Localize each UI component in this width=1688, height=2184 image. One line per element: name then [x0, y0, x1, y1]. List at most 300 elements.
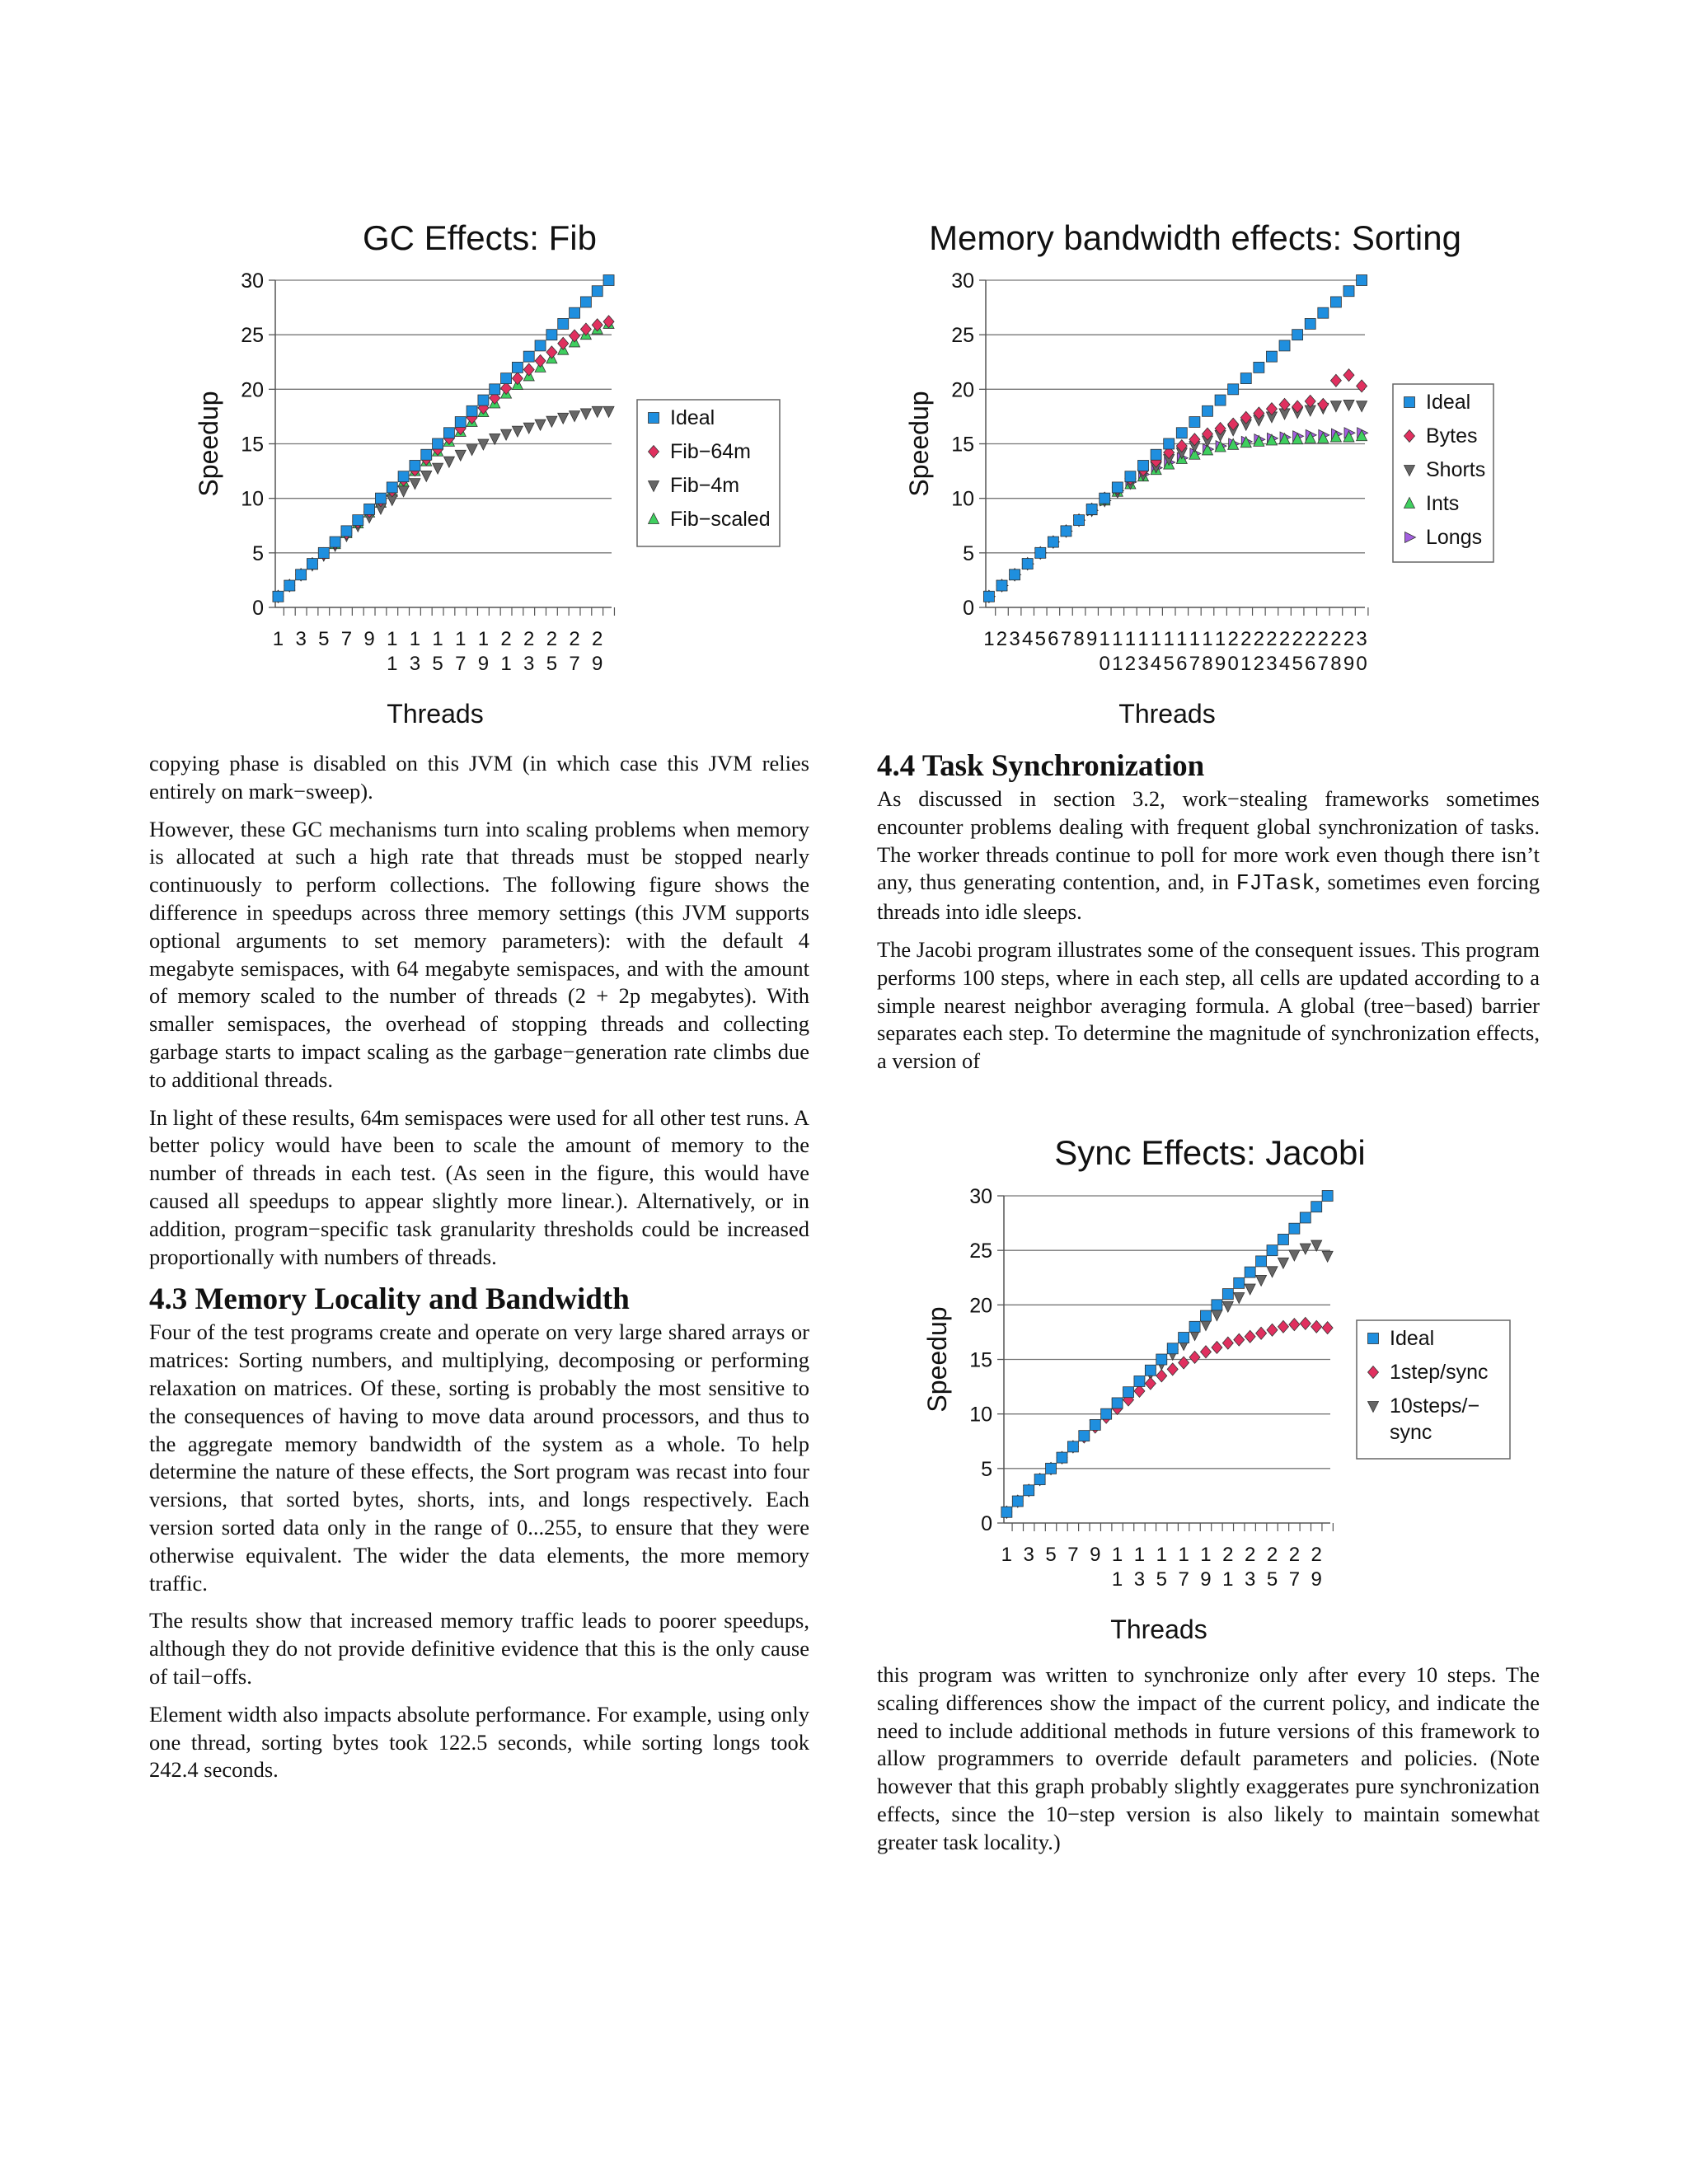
data-point [330, 537, 340, 547]
data-point [1012, 1496, 1023, 1507]
x-tick-label-top: 1 [387, 628, 398, 650]
x-tick-label-top: 1 [477, 628, 490, 650]
data-point [443, 428, 454, 438]
data-point [421, 471, 432, 481]
y-tick-label: 10 [951, 487, 974, 511]
y-tick-label: 20 [969, 1294, 992, 1318]
data-point [467, 445, 477, 456]
y-tick-label: 20 [951, 378, 974, 402]
legend-label: sync [1390, 1421, 1432, 1444]
y-tick-label: 25 [241, 324, 264, 348]
x-tick-label-bottom: 9 [1343, 653, 1355, 675]
data-point [592, 406, 603, 417]
data-point [546, 416, 557, 427]
data-point [1164, 438, 1175, 449]
x-tick-label-top: 2 [1343, 628, 1355, 650]
data-point [592, 286, 603, 297]
legend-label: 1step/sync [1390, 1361, 1489, 1384]
legend-label: Fib−64m [670, 440, 751, 463]
data-point [546, 330, 557, 340]
x-tick-label-top: 3 [295, 628, 307, 650]
data-point [1212, 1310, 1222, 1321]
data-point [523, 351, 534, 362]
data-point [1267, 1324, 1278, 1336]
data-point [1300, 1244, 1311, 1254]
data-point [580, 409, 591, 419]
x-tick-label-bottom: 6 [1176, 653, 1188, 675]
fjtask-code: FJTask [1236, 871, 1315, 897]
left-paragraph-5: The results show that increased memory traffic leads to poorer speedups, although they do not provide definitive evidence that this is the only cause of tail−offs. [149, 1608, 809, 1689]
x-tick-label-bottom: 9 [1311, 1568, 1322, 1591]
data-point [1267, 1245, 1278, 1256]
left-paragraph-2: However, these GC mechanisms turn into scaling problems when memory is allocated at such a high rate that threads must be stopped nearly continuously to perform collections. The following figure shows the difference in speedups across three memory settings (this JVM supports optional arguments to set memory parameters): with the default 4 megabyte semispaces, with 64 megabyte semispaces, and with the amount of memory scaled to the number of threads (2 + 2p megabytes). With smaller semispaces, the overhead of stopping threads and collecting garbage starts to impact scaling as the garbage−generation rate climbs due to additional threads. [149, 816, 809, 1092]
data-point [1200, 1310, 1211, 1321]
data-point [1318, 398, 1329, 410]
data-point [580, 323, 591, 335]
left-column [149, 750, 809, 1794]
data-point [1300, 1317, 1311, 1329]
x-tick-label-bottom: 5 [1156, 1568, 1167, 1591]
data-point [1254, 362, 1264, 373]
data-point [490, 384, 500, 395]
x-tick-label-bottom: 3 [409, 653, 421, 675]
x-axis-label: Threads [1118, 699, 1216, 729]
x-tick-label-bottom: 0 [1227, 653, 1239, 675]
data-point [1256, 1275, 1267, 1286]
data-point [1322, 1322, 1333, 1334]
data-point [1212, 1300, 1222, 1310]
x-tick-label-top: 5 [1034, 628, 1046, 650]
right-column-lower [877, 1661, 1540, 1867]
chart-fib-svg [181, 210, 824, 738]
right-paragraph-1-end: , sometimes even forcing threads into idle sleeps. [877, 869, 1540, 925]
data-point [1112, 482, 1123, 493]
x-tick-label-top: 1 [1150, 628, 1162, 650]
data-point [1228, 384, 1239, 395]
x-tick-label-bottom: 1 [1222, 1568, 1234, 1591]
data-point [478, 439, 489, 450]
y-axis-label: Speedup [194, 391, 223, 497]
data-point [455, 450, 466, 461]
y-tick-label: 30 [969, 1185, 992, 1208]
data-point [546, 346, 557, 359]
data-point [1101, 1408, 1112, 1419]
data-point [443, 457, 454, 467]
data-point [1145, 1365, 1156, 1376]
data-point [421, 449, 432, 460]
data-point [455, 417, 466, 428]
data-point [1245, 1330, 1255, 1343]
x-tick-label-top: 2 [1244, 1544, 1256, 1566]
x-tick-label-bottom: 1 [500, 653, 512, 675]
data-point [1343, 400, 1354, 410]
legend-label: Ideal [670, 406, 715, 429]
data-point [1200, 1320, 1211, 1331]
data-point [1061, 526, 1071, 537]
x-tick-label-bottom: 7 [1317, 653, 1329, 675]
y-tick-label: 0 [981, 1512, 992, 1535]
x-tick-label-bottom: 1 [387, 653, 398, 675]
data-point [284, 580, 295, 591]
x-tick-label-bottom: 1 [1112, 653, 1123, 675]
data-point [1112, 1398, 1123, 1408]
data-point [410, 460, 420, 471]
x-tick-label-bottom: 4 [1278, 653, 1291, 675]
data-point [318, 547, 329, 558]
data-point [1278, 1320, 1288, 1333]
data-point [1322, 1191, 1333, 1202]
section-heading-4-3: 4.3 Memory Locality and Bandwidth [149, 1282, 630, 1317]
chart-gc-effects-fib [181, 210, 824, 738]
data-point [512, 426, 523, 437]
y-axis-label: Speedup [904, 391, 934, 497]
left-paragraph-6: Element width also impacts absolute performance. For example, using only one thread, sorting bytes took 122.5 seconds, while sorting longs took 242.4 seconds. [149, 1701, 809, 1783]
data-point [501, 373, 512, 384]
data-point [1343, 286, 1354, 297]
data-point [1300, 1212, 1311, 1223]
data-point [1234, 1277, 1245, 1288]
y-tick-label: 25 [951, 324, 974, 348]
x-tick-label-bottom: 6 [1305, 653, 1316, 675]
y-tick-label: 0 [252, 597, 264, 620]
x-tick-label-bottom: 5 [1163, 653, 1175, 675]
data-point [1189, 417, 1200, 428]
data-point [512, 362, 523, 373]
data-point [1318, 307, 1329, 318]
data-point [580, 297, 591, 307]
x-tick-label-top: 7 [1060, 628, 1072, 650]
y-tick-label: 15 [241, 433, 264, 457]
data-point [1357, 275, 1367, 286]
data-point [1234, 1293, 1245, 1304]
data-point [364, 504, 375, 514]
data-point [1156, 1370, 1167, 1382]
x-tick-label-bottom: 7 [1189, 653, 1201, 675]
x-tick-label-bottom: 0 [1099, 653, 1110, 675]
data-point [467, 405, 477, 416]
data-point [1167, 1343, 1178, 1354]
data-point [1256, 1256, 1267, 1267]
legend-label: Ideal [1390, 1327, 1435, 1350]
data-point [1176, 428, 1187, 438]
y-tick-label: 30 [241, 269, 264, 293]
data-point [558, 337, 569, 349]
data-point [1035, 547, 1046, 558]
x-tick-label-bottom: 1 [1240, 653, 1252, 675]
right-paragraph-3: this program was written to synchronize only after every 10 steps. The scaling differences show the impact of the current policy, and indicate the need to include additional methods in future versions of this framework to allow programmers to override default parameters and policies. (Note however that this graph probably slightly exaggerates pure synchronization effects, since the 10−step version is also likely to maintain somewhat greater task locality.) [877, 1662, 1540, 1854]
x-tick-label-bottom: 4 [1150, 653, 1162, 675]
data-point [1245, 1284, 1255, 1295]
data-point [603, 275, 614, 286]
data-point [307, 559, 317, 569]
x-tick-label-bottom: 3 [523, 653, 535, 675]
y-axis-label: Speedup [922, 1306, 952, 1413]
x-tick-label-bottom: 0 [1356, 653, 1367, 675]
data-point [1057, 1452, 1067, 1463]
x-tick-label-top: 1 [1178, 1544, 1189, 1566]
x-tick-label-top: 2 [1330, 628, 1342, 650]
legend-label: Shorts [1426, 458, 1486, 481]
legend-label: Longs [1426, 526, 1483, 549]
x-tick-label-top: 1 [1124, 628, 1137, 650]
right-paragraph-1-start: As discussed in section 3.2, work−stealing frameworks sometimes encounter problems dealing with frequent global synchronization of tasks. The worker threads continue to poll for more work even though there isn’t any, thus generating contention, and, in [877, 786, 1540, 895]
data-point [1322, 1251, 1333, 1262]
x-tick-label-top: 2 [500, 628, 512, 650]
data-point [1074, 515, 1085, 526]
data-point [1289, 1250, 1300, 1261]
right-paragraph-2: The Jacobi program illustrates some of the consequent issues. This program performs 100 steps, where in each step, all cells are updated according to a simple nearest neighbor averaging formula. A global (tree−based) barrier separates each step. To determine the magnitude of synchronization effects, a version of [877, 936, 1540, 1074]
x-tick-label-bottom: 8 [1202, 653, 1213, 675]
x-tick-label-top: 2 [1278, 628, 1291, 650]
data-point [375, 493, 386, 504]
data-point [1134, 1376, 1145, 1386]
x-tick-label-bottom: 9 [477, 653, 490, 675]
data-point [1046, 1463, 1057, 1474]
data-point [523, 363, 534, 376]
data-point [592, 319, 603, 331]
data-point [1311, 1202, 1322, 1212]
data-point [1138, 460, 1149, 471]
y-tick-label: 15 [969, 1348, 992, 1372]
data-point [1048, 537, 1058, 547]
x-axis-label: Threads [1110, 1615, 1207, 1644]
data-point [353, 515, 363, 526]
x-tick-label-top: 2 [996, 628, 1008, 650]
x-tick-label-top: 2 [1240, 628, 1252, 650]
x-tick-label-top: 2 [1317, 628, 1329, 650]
data-point [1067, 1441, 1078, 1452]
chart-sort-svg [890, 210, 1574, 738]
data-point [1215, 395, 1226, 405]
x-tick-label-top: 9 [1085, 628, 1098, 650]
left-paragraph-4: Four of the test programs create and operate on very large shared arrays or matrices: Sorting numbers, and multiplying, decomposing or performing relaxation on matrices. Of these, sorting is probably the most sensitive to the consequences of having to move data around processors, and thus to the aggregate memory bandwidth of the system as a whole. To help determine the nature of these effects, the Sort program was recast into four versions, that sorted bytes, shorts, ints, and longs respectively. Each version sorted data only in the range of 0...255, to ensure that they were otherwise equivalent. The wider the data elements, the more memory traffic. [149, 1319, 809, 1596]
x-tick-label-top: 2 [569, 628, 580, 650]
x-tick-label-top: 3 [1023, 1544, 1034, 1566]
x-tick-label-top: 1 [1133, 1544, 1146, 1566]
data-point [398, 471, 409, 482]
data-point [603, 406, 614, 417]
data-point [1151, 449, 1161, 460]
data-point [1311, 1240, 1322, 1251]
right-column-upper [877, 738, 1540, 1085]
data-point [1086, 504, 1097, 514]
data-point [570, 307, 580, 318]
data-point [433, 438, 443, 449]
x-tick-label-bottom: 7 [1178, 1568, 1189, 1591]
data-point [1125, 471, 1136, 482]
left-paragraph-3: In light of these results, 64m semispaces were used for all other test runs. A better policy would have been to scale the amount of memory to the number of threads in each test. (As seen in the figure, this would have caused all speedups to appear slightly more linear.). Alternatively, or in addition, program−specific task granularity thresholds could be increased proportionally with numbers of threads. [149, 1104, 809, 1269]
x-tick-label-bottom: 7 [569, 653, 580, 675]
data-point [1311, 1320, 1322, 1333]
x-tick-label-top: 2 [1266, 628, 1278, 650]
data-point [1167, 1363, 1178, 1376]
data-point [1245, 1267, 1255, 1277]
x-tick-label-bottom: 2 [1253, 653, 1265, 675]
x-tick-label-top: 1 [1176, 628, 1188, 650]
data-point [1289, 1223, 1300, 1234]
data-point [433, 463, 443, 474]
data-point [512, 373, 523, 385]
y-tick-label: 0 [963, 597, 974, 620]
x-tick-label-top: 8 [1073, 628, 1085, 650]
y-tick-label: 10 [969, 1403, 992, 1427]
x-tick-label-bottom: 8 [1330, 653, 1342, 675]
data-point [1010, 569, 1020, 580]
x-tick-label-bottom: 2 [1124, 653, 1137, 675]
data-point [1024, 1485, 1034, 1496]
x-tick-label-top: 2 [1266, 1544, 1278, 1566]
x-tick-label-top: 2 [1227, 628, 1239, 650]
data-point [478, 395, 489, 405]
x-tick-label-top: 9 [1090, 1544, 1101, 1566]
x-tick-label-top: 1 [1200, 1544, 1212, 1566]
x-tick-label-top: 3 [1009, 628, 1020, 650]
data-point [1189, 1351, 1200, 1363]
legend-label: Bytes [1426, 424, 1478, 448]
data-point [1289, 1319, 1300, 1331]
x-tick-label-bottom: 9 [592, 653, 603, 675]
data-point [1278, 1234, 1288, 1244]
data-point [570, 411, 580, 422]
x-tick-label-bottom: 3 [1133, 1568, 1146, 1591]
y-tick-label: 5 [981, 1457, 992, 1481]
data-point [1179, 1357, 1189, 1369]
data-point [535, 419, 546, 430]
legend-marker [1404, 397, 1415, 408]
x-tick-label-bottom: 3 [1137, 653, 1149, 675]
chart-sync-effects-jacobi [907, 1125, 1566, 1652]
data-point [535, 340, 546, 351]
data-point [1357, 380, 1367, 392]
data-point [1292, 330, 1303, 340]
data-point [1145, 1377, 1156, 1390]
x-tick-label-top: 4 [1021, 628, 1034, 650]
legend-marker [649, 413, 659, 424]
x-tick-label-top: 7 [340, 628, 353, 650]
x-tick-label-top: 2 [523, 628, 535, 650]
chart-title: Sync Effects: Jacobi [1054, 1133, 1366, 1172]
data-point [1001, 1507, 1012, 1517]
x-tick-label-top: 2 [1222, 1544, 1234, 1566]
data-point [523, 423, 534, 434]
data-point [1200, 1346, 1211, 1358]
x-tick-label-top: 1 [1112, 628, 1123, 650]
data-point [558, 413, 569, 424]
data-point [410, 479, 420, 490]
y-tick-label: 25 [969, 1240, 992, 1263]
data-point [1212, 1341, 1222, 1353]
x-tick-label-bottom: 7 [455, 653, 467, 675]
x-tick-label-top: 6 [1048, 628, 1059, 650]
y-tick-label: 10 [241, 487, 264, 511]
data-point [1330, 401, 1341, 412]
x-tick-label-top: 2 [1292, 628, 1303, 650]
x-tick-label-top: 2 [1305, 628, 1316, 650]
x-tick-label-top: 9 [363, 628, 375, 650]
legend-label: 10steps/− [1390, 1394, 1480, 1418]
x-tick-label-top: 2 [592, 628, 603, 650]
x-tick-label-top: 1 [1001, 1544, 1013, 1566]
chart-memory-bandwidth-sorting [890, 210, 1574, 738]
x-tick-label-top: 2 [1253, 628, 1265, 650]
data-point [273, 591, 284, 602]
data-point [1279, 340, 1290, 351]
data-point [535, 354, 546, 367]
x-tick-label-top: 1 [1214, 628, 1226, 650]
x-tick-label-top: 2 [546, 628, 558, 650]
data-point [1090, 1419, 1100, 1430]
data-point [1222, 1337, 1233, 1349]
x-tick-label-top: 1 [1137, 628, 1149, 650]
x-tick-label-top: 1 [1163, 628, 1175, 650]
data-point [570, 330, 580, 342]
x-tick-label-top: 5 [318, 628, 330, 650]
x-tick-label-top: 1 [1156, 1544, 1167, 1566]
x-tick-label-top: 7 [1067, 1544, 1079, 1566]
chart-jacobi-svg [907, 1125, 1566, 1652]
x-tick-label-top: 5 [1045, 1544, 1057, 1566]
data-point [341, 526, 352, 537]
x-tick-label-bottom: 3 [1266, 653, 1278, 675]
data-point [1343, 369, 1354, 382]
x-tick-label-top: 1 [1111, 1544, 1123, 1566]
y-tick-label: 15 [951, 433, 974, 457]
y-tick-label: 30 [951, 269, 974, 293]
data-point [1267, 1267, 1278, 1277]
x-tick-label-bottom: 1 [1111, 1568, 1123, 1591]
data-point [1330, 374, 1341, 387]
legend-marker [1368, 1333, 1379, 1344]
data-point [1100, 493, 1110, 504]
data-point [1357, 401, 1367, 412]
x-tick-label-top: 1 [409, 628, 421, 650]
y-tick-label: 20 [241, 378, 264, 402]
data-point [996, 580, 1007, 591]
y-tick-label: 5 [963, 541, 974, 565]
x-tick-label-bottom: 9 [1200, 1568, 1212, 1591]
x-tick-label-top: 1 [983, 628, 995, 650]
data-point [1305, 318, 1315, 329]
x-axis-label: Threads [387, 699, 484, 729]
x-tick-label-top: 2 [1288, 1544, 1301, 1566]
x-tick-label-bottom: 5 [1292, 653, 1303, 675]
left-paragraph-1: copying phase is disabled on this JVM (in which case this JVM relies entirely on mark−sweep). [149, 751, 809, 804]
x-tick-label-bottom: 5 [432, 653, 443, 675]
data-point [1189, 1321, 1200, 1332]
data-point [1240, 373, 1251, 384]
x-tick-label-bottom: 9 [1214, 653, 1226, 675]
data-point [1278, 1258, 1288, 1268]
data-point [1034, 1474, 1045, 1485]
data-point [1179, 1333, 1189, 1343]
section-heading-4-4: 4.4 Task Synchronization [877, 749, 1205, 783]
data-point [1123, 1387, 1134, 1398]
data-point [1234, 1333, 1245, 1346]
x-tick-label-bottom: 7 [1288, 1568, 1301, 1591]
data-point [501, 429, 512, 440]
data-point [296, 569, 307, 580]
data-point [1256, 1327, 1267, 1339]
x-tick-label-bottom: 3 [1244, 1568, 1256, 1591]
x-tick-label-top: 1 [432, 628, 443, 650]
data-point [1022, 559, 1033, 569]
data-point [983, 591, 994, 602]
data-point [1222, 1301, 1233, 1312]
y-tick-label: 5 [252, 541, 264, 565]
right-paragraph-1 [877, 785, 1540, 926]
chart-title: Memory bandwidth effects: Sorting [929, 218, 1461, 257]
data-point [558, 318, 569, 329]
